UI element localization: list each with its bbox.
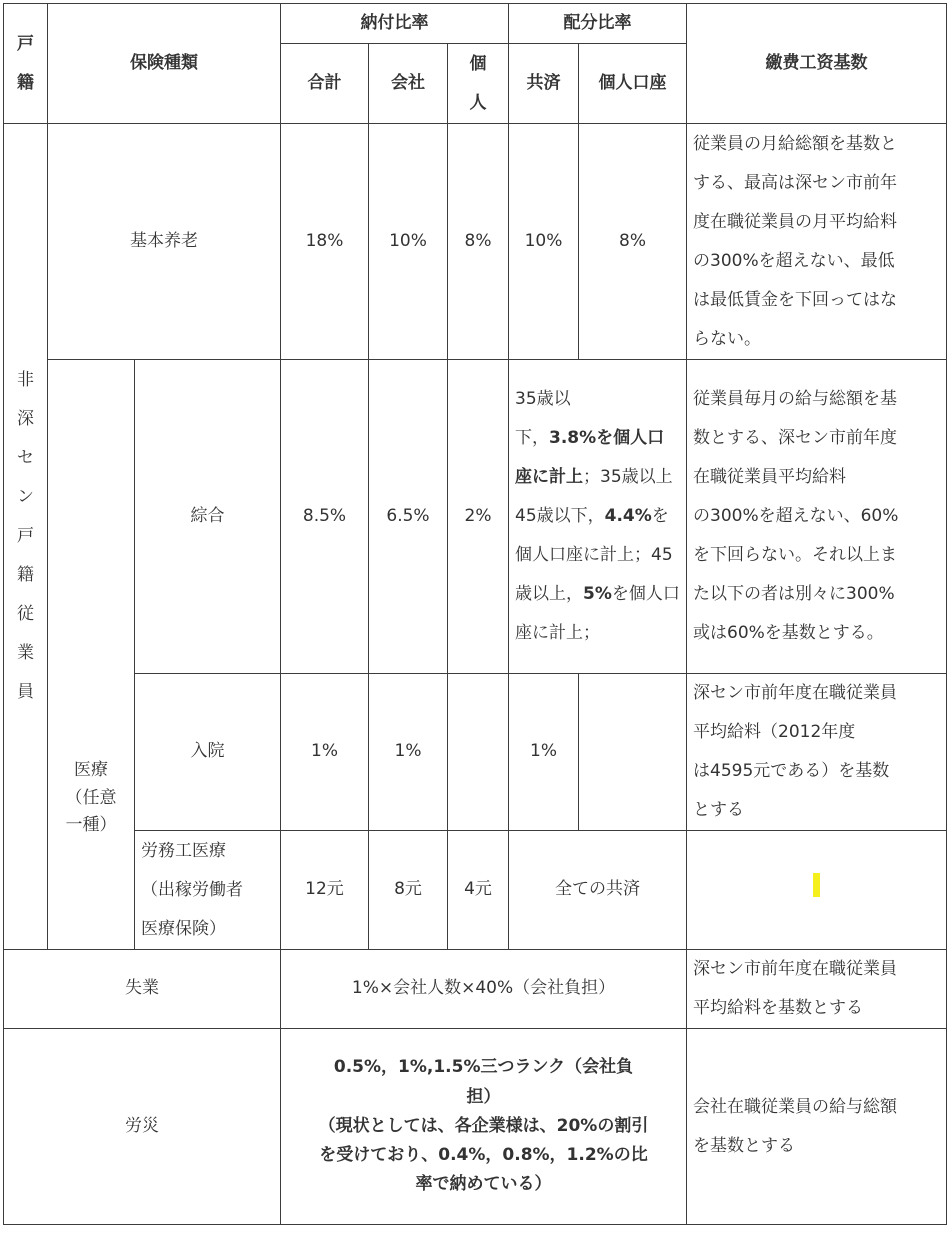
- hospital-row: [4, 674, 947, 831]
- unemployment-row: [4, 950, 947, 1029]
- hospital-wage-base: 深セン市前年度在職従業員 平均給料（2012年度 は4595元である）を基数 とする: [687, 674, 947, 831]
- insurance-rate-table: [3, 3, 947, 1225]
- hospital-mutual: 1%: [509, 674, 579, 831]
- hospital-total: 1%: [281, 674, 369, 831]
- hospital-name: 入院: [135, 674, 281, 831]
- pension-name: 基本养老: [48, 124, 281, 360]
- comprehensive-medical-row: [4, 360, 947, 674]
- comprehensive-distribution: 35歳以 下，3.8%を個人口座に計上；35歳以上45歳以下，4.4%を個人口座に計上；45歳以上，5%を個人口座に計上；: [509, 360, 687, 674]
- migrant-medical-name: 労務工医療 （出稼労働者 医療保険）: [135, 831, 281, 950]
- comprehensive-individual: 2%: [448, 360, 509, 674]
- injury-wage-base: 会社在職従業員の給与総額 を基数とする: [687, 1029, 947, 1225]
- distribution-rate-header: 配分比率: [509, 4, 687, 44]
- total-header: 合計: [281, 44, 369, 124]
- non-shenzhen-domicile-label: 非 深 セ ン 戸 籍 従 業 員: [4, 124, 48, 950]
- unemployment-name: 失業: [4, 950, 281, 1029]
- migrant-medical-row: [4, 831, 947, 950]
- pension-total: 18%: [281, 124, 369, 360]
- comprehensive-name: 綜合: [135, 360, 281, 674]
- pension-company: 10%: [369, 124, 448, 360]
- comprehensive-company: 6.5%: [369, 360, 448, 674]
- header-row-1: [4, 4, 947, 44]
- insurance-table-wrapper: [3, 3, 947, 1225]
- insurance-type-header: 保険種類: [48, 4, 281, 124]
- unemployment-rate: 1%×会社人数×40%（会社負担）: [281, 950, 687, 1029]
- injury-name: 労災: [4, 1029, 281, 1225]
- wage-base-header: 繳费工资基数: [687, 4, 947, 124]
- domicile-header: 戸 籍: [4, 4, 48, 124]
- migrant-medical-company: 8元: [369, 831, 448, 950]
- hospital-individual: [448, 674, 509, 831]
- comprehensive-total: 8.5%: [281, 360, 369, 674]
- hospital-company: 1%: [369, 674, 448, 831]
- injury-rate: 0.5%，1%,1.5%三つランク（会社負 担） （現状としては、各企業様は、20%の割引 を受けており、0.4%，0.8%，1.2%の比 率で納めている）: [281, 1029, 687, 1225]
- pension-row: [4, 124, 947, 360]
- hospital-account: [579, 674, 687, 831]
- migrant-medical-individual: 4元: [448, 831, 509, 950]
- pension-account: 8%: [579, 124, 687, 360]
- highlight-marker: [813, 873, 820, 897]
- comprehensive-wage-base: 従業員毎月の給与総額を基 数とする、深セン市前年度 在職従業員平均給料 の300%を超えない、60% を下回らない。それ以上ま た以下の者は別々に300% 或は60%を基数とする。: [687, 360, 947, 674]
- pension-wage-base: 従業員の月給総額を基数と する、最高は深セン市前年 度在職従業員の月平均給料 の300%を超えない、最低 は最低賃金を下回ってはな らない。: [687, 124, 947, 360]
- company-header: 会社: [369, 44, 448, 124]
- migrant-medical-distribution: 全ての共済: [509, 831, 687, 950]
- personal-account-header: 個人口座: [579, 44, 687, 124]
- migrant-medical-wage-base: [687, 831, 947, 950]
- pension-individual: 8%: [448, 124, 509, 360]
- unemployment-wage-base: 深セン市前年度在職従業員 平均給料を基数とする: [687, 950, 947, 1029]
- mutual-header: 共済: [509, 44, 579, 124]
- medical-group-label: 医療 （任意 一種）: [48, 360, 135, 950]
- migrant-medical-total: 12元: [281, 831, 369, 950]
- contribution-rate-header: 納付比率: [281, 4, 509, 44]
- individual-header: 個 人: [448, 44, 509, 124]
- injury-row: [4, 1029, 947, 1225]
- pension-mutual: 10%: [509, 124, 579, 360]
